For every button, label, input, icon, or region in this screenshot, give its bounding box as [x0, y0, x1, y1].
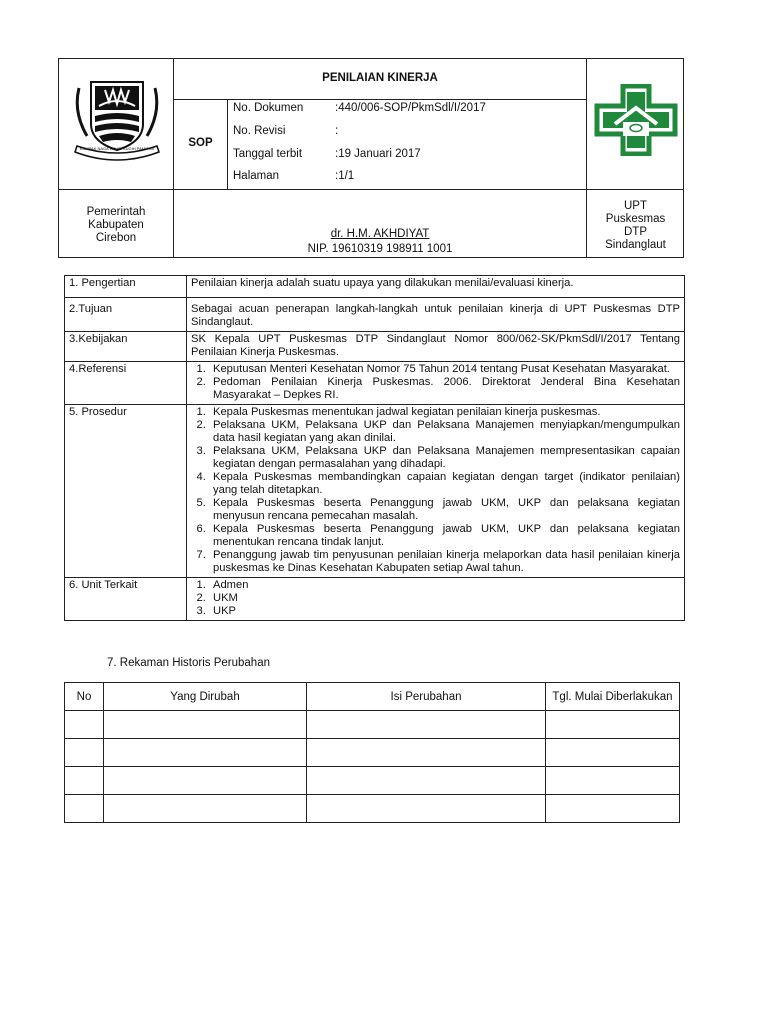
- table-row: [65, 767, 680, 795]
- row-pengertian: [65, 276, 685, 298]
- list-item: 2. Pedoman Penilaian Kinerja Puskesmas. 2006. Direktorat Jenderal Bina Kesehatan Masyarakat – Depkes RI.: [209, 376, 680, 402]
- table-cell: [104, 795, 307, 823]
- list-item: 3. UKP: [209, 605, 680, 618]
- text-tujuan: Sebagai acuan penerapan langkah-langkah untuk penilaian kinerja di UPT Puskesmas DTP Sindanglaut.: [187, 298, 685, 332]
- row-kebijakan: [65, 332, 685, 362]
- label-pengertian: 1. Pengertian: [65, 276, 187, 298]
- history-table: [64, 682, 680, 823]
- list-referensi: [187, 362, 685, 405]
- table-cell: [65, 795, 104, 823]
- meta-value-tanggal-terbit: :19 Januari 2017: [335, 148, 421, 160]
- unit-line-2: Puskesmas: [605, 213, 666, 225]
- table-cell: [546, 739, 680, 767]
- list-item: 2. UKM: [209, 592, 680, 605]
- cirebon-emblem-icon: [69, 76, 165, 166]
- table-cell: [546, 767, 680, 795]
- list-item: 3. Pelaksana UKM, Pelaksana UKP dan Pelaksana Manajemen mempresentasikan capaian kegiatan dengan permasalahan yang dihadapi.: [209, 445, 680, 471]
- meta-label-no-dokumen: No. Dokumen: [233, 102, 304, 114]
- table-cell: [104, 767, 307, 795]
- meta-label-tanggal-terbit: Tanggal terbit: [233, 148, 303, 160]
- org-line-2: Kabupaten: [88, 219, 144, 231]
- table-cell: [65, 711, 104, 739]
- col-no: No: [65, 683, 104, 711]
- table-cell: [65, 739, 104, 767]
- table-cell: [307, 739, 546, 767]
- table-cell: [546, 711, 680, 739]
- meta-value-no-dokumen: :440/006-SOP/PkmSdl/I/2017: [335, 102, 486, 114]
- signatory-nip: NIP. 19610319 198911 1001: [307, 243, 453, 255]
- meta-label-no-revisi: No. Revisi: [233, 125, 286, 137]
- list-item: 5. Kepala Puskesmas beserta Penanggung jawab UKM, UKP dan pelaksana kegiatan menyusun rencana pemecahan masalah.: [209, 497, 680, 523]
- list-item: 1. Kepala Puskesmas menentukan jadwal kegiatan penilaian kinerja puskesmas.: [209, 406, 680, 419]
- table-cell: [65, 767, 104, 795]
- list-item: 4. Kepala Puskesmas membandingkan capaian kegiatan dengan target (indikator penilaian) yang telah ditetapkan.: [209, 471, 680, 497]
- row-referensi: [65, 362, 685, 405]
- row-tujuan: [65, 298, 685, 332]
- list-prosedur: [187, 405, 685, 578]
- document-title: PENILAIAN KINERJA: [322, 72, 438, 84]
- meta-value-halaman: :1/1: [335, 170, 355, 182]
- table-cell: [307, 767, 546, 795]
- list-unit-terkait: [187, 578, 685, 621]
- org-line-1: Pemerintah: [86, 206, 146, 218]
- meta-label-halaman: Halaman: [233, 170, 280, 182]
- text-kebijakan: SK Kepala UPT Puskesmas DTP Sindanglaut Nomor 800/062-SK/PkmSdl/I/2017 Tentang Penilaian Kinerja Puskesmas.: [187, 332, 685, 362]
- label-tujuan: 2.Tujuan: [65, 298, 187, 332]
- row-unit-terkait: [65, 578, 685, 621]
- table-cell: [307, 711, 546, 739]
- puskesmas-logo-icon: [593, 84, 679, 156]
- list-item: 2. Pelaksana UKM, Pelaksana UKP dan Pelaksana Manajemen menyiapkan/mengumpulkan data hasil kegiatan yang akan dinilai.: [209, 419, 680, 445]
- label-kebijakan: 3.Kebijakan: [65, 332, 187, 362]
- col-isi-perubahan: Isi Perubahan: [307, 683, 546, 711]
- label-prosedur: 5. Prosedur: [65, 405, 187, 578]
- list-item: 7. Penanggung jawab tim penyusunan penilaian kinerja melaporkan data hasil penilaian kinerja puskesmas ke Dinas Kesehatan Kabupaten setiap Awal tahun.: [209, 549, 680, 575]
- history-title: 7. Rekaman Historis Perubahan: [107, 657, 270, 669]
- table-cell: [104, 739, 307, 767]
- org-line-3: Cirebon: [95, 232, 137, 244]
- col-yang-dirubah: Yang Dirubah: [104, 683, 307, 711]
- list-item: 6. Kepala Puskesmas beserta Penanggung jawab UKM, UKP dan pelaksana kegiatan menentukan rencana tindak lanjut.: [209, 523, 680, 549]
- label-unit-terkait: 6. Unit Terkait: [65, 578, 187, 621]
- unit-line-4: Sindanglaut: [605, 239, 666, 251]
- table-row: [65, 739, 680, 767]
- sop-label: SOP: [188, 137, 213, 149]
- signatory-name: dr. H.M. AKHDIYAT: [330, 228, 430, 240]
- table-cell: [104, 711, 307, 739]
- meta-value-no-revisi: :: [335, 125, 339, 137]
- unit-line-1: UPT: [624, 200, 647, 212]
- table-cell: [307, 795, 546, 823]
- col-tgl-mulai: Tgl. Mulai Diberlakukan: [546, 683, 680, 711]
- table-row: [65, 795, 680, 823]
- document-header: [58, 58, 684, 258]
- sop-content-table: [64, 275, 685, 621]
- list-item: 1. Keputusan Menteri Kesehatan Nomor 75 Tahun 2014 tentang Pusat Kesehatan Masyarakat.: [209, 363, 680, 376]
- text-pengertian: Penilaian kinerja adalah suatu upaya yang dilakukan menilai/evaluasi kinerja.: [187, 276, 685, 298]
- table-cell: [546, 795, 680, 823]
- row-prosedur: [65, 405, 685, 578]
- list-item: 1. Admen: [209, 579, 680, 592]
- unit-line-3: DTP: [624, 226, 647, 238]
- table-row: [65, 711, 680, 739]
- history-header-row: [65, 683, 680, 711]
- emblem-motto: RAMPAK NAGA GAWE SUGIH PAMITRA: [79, 146, 155, 151]
- label-referensi: 4.Referensi: [65, 362, 187, 405]
